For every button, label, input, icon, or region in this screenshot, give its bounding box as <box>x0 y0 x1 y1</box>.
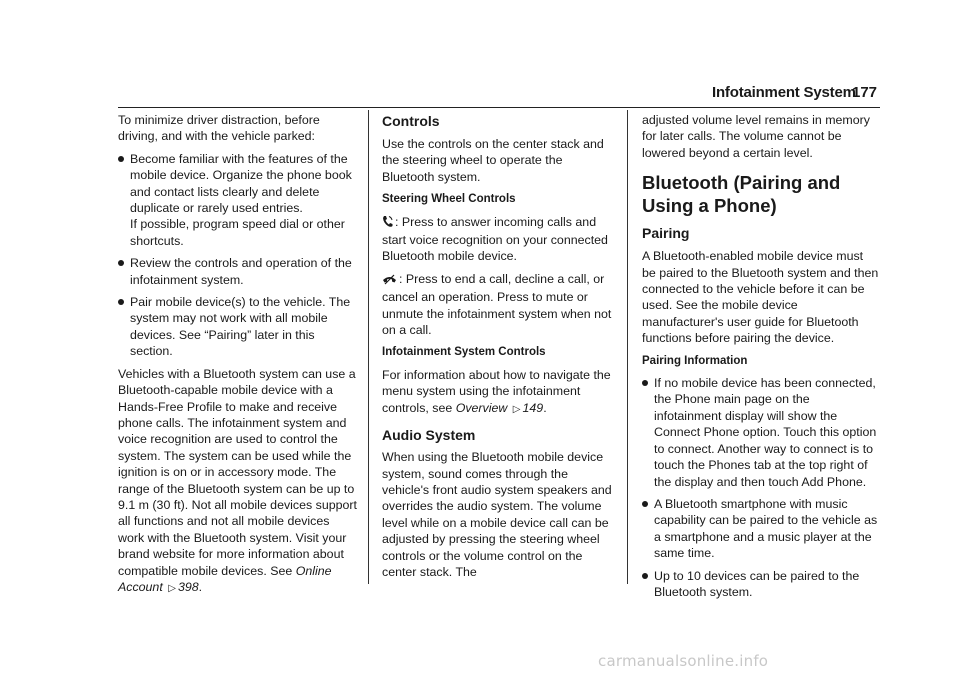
page-number: 177 <box>852 84 878 101</box>
header-rule <box>118 107 880 108</box>
bluetooth-section-heading: Bluetooth (Pairing and Using a Phone) <box>642 172 841 217</box>
bullet-text: Review the controls and operation of the infotainment system. <box>130 256 352 287</box>
xref-arrow-icon: ▷ <box>168 582 176 594</box>
pairing-information-heading: Pairing Information <box>642 354 748 367</box>
list-item <box>642 568 880 601</box>
online-account-link[interactable]: Online Account <box>118 563 332 594</box>
punctuation: . <box>198 579 203 594</box>
paragraph-text: Vehicles with a Bluetooth system can use a Bluetooth-capable mobile device with a Hands-Free Profile to make and receive phone calls. The infotainment system and voice recognition are used to control the system. The system can be used while the ignition is on or in accessory mode. The range of the Bluetooth system can be up to 9.1 m (30 ft). Not all mobile devices support all functions and not all mobile devices work with the Bluetooth system. Visit your brand website for more information about compatible mobile devices. See <box>118 366 357 578</box>
xref-arrow-icon: ▷ <box>512 403 521 415</box>
intro-text: To minimize driver distraction, before driving, and with the vehicle parked: <box>118 113 320 144</box>
overview-link[interactable]: Overview <box>455 400 508 415</box>
continued-text: adjusted volume level remains in memory for later calls. The volume cannot be lowered beyond a certain level. <box>642 113 870 160</box>
bullet-text: Pair mobile device(s) to the vehicle. The system may not work with all mobile devices. See “Pairing” later in this section. <box>130 295 351 359</box>
header-title: Infotainment System <box>712 84 856 101</box>
list-item <box>118 294 358 360</box>
controls-heading: Controls <box>382 113 440 129</box>
column-1 <box>118 112 358 603</box>
call-button-description <box>382 214 618 265</box>
list-item <box>642 375 880 490</box>
audio-system-heading: Audio System <box>382 427 476 444</box>
paragraph-text: For information about how to navigate the menu system using the infotainment controls, see <box>382 367 611 415</box>
page-reference[interactable]: 398 <box>177 579 199 594</box>
list-item <box>118 151 358 249</box>
bullet-text: Become familiar with the features of the mobile device. Organize the phone book and contact lists clearly and delete duplicate or rarely used entries. <box>130 151 352 216</box>
pairing-heading: Pairing <box>642 225 690 242</box>
list-item <box>642 496 880 562</box>
infotainment-controls-heading: Infotainment System Controls <box>382 346 546 359</box>
steering-wheel-controls-heading: Steering Wheel Controls <box>382 193 516 206</box>
watermark-text: carmanualsonline.info <box>598 652 769 670</box>
bullet-extra-text: If possible, program speed dial or other shortcuts. <box>130 217 345 248</box>
end-button-description <box>382 271 618 339</box>
bullet-icon <box>118 299 124 305</box>
column-2 <box>382 112 618 586</box>
audio-system-text: When using the Bluetooth mobile device system, sound comes through the vehicle's front audio system speakers and overrides the audio system. The volume level while on a mobile device call can be adjusted by pressing the steering wheel controls or the volume control on the center stack. The <box>382 450 612 579</box>
call-text: : Press to answer incoming calls and start voice recognition on your connected Bluetooth mobile device. <box>382 214 608 264</box>
phone-end-icon <box>382 273 397 289</box>
bullet-icon <box>642 501 648 507</box>
page-reference[interactable]: 149 <box>522 400 544 415</box>
bullet-icon <box>118 156 124 162</box>
bullet-icon <box>642 380 648 386</box>
bullet-icon <box>118 260 124 266</box>
bullet-text: A Bluetooth smartphone with music capability can be paired to the vehicle as a smartphone and a music player at the same time. <box>654 496 878 561</box>
bullet-text: Up to 10 devices can be paired to the Bluetooth system. <box>654 568 860 599</box>
phone-call-icon <box>382 215 393 232</box>
punctuation: . <box>543 400 547 415</box>
pairing-text: A Bluetooth-enabled mobile device must be paired to the Bluetooth system and then connected to the vehicle before it can be used. See the mobile device manufacturer's user guide for Bluetooth functions before pairing the device. <box>642 249 879 346</box>
bluetooth-description <box>118 366 358 598</box>
column-divider-2 <box>627 110 628 584</box>
infotainment-controls-text <box>382 367 618 418</box>
bullet-text: If no mobile device has been connected, the Phone main page on the infotainment display will show the Connect Phone option. Touch this option to connect. Another way to connect is to touch the Phones tab at the top right of the display and then touch Add Phone. <box>654 376 877 489</box>
column-3 <box>642 112 880 606</box>
list-item <box>118 255 358 288</box>
end-text: : Press to end a call, decline a call, or cancel an operation. Press to mute or unmute the infotainment system when not on a call. <box>382 271 612 338</box>
column-divider-1 <box>368 110 369 584</box>
bullet-icon <box>642 573 648 579</box>
controls-text: Use the controls on the center stack and the steering wheel to operate the Bluetooth system. <box>382 137 604 184</box>
